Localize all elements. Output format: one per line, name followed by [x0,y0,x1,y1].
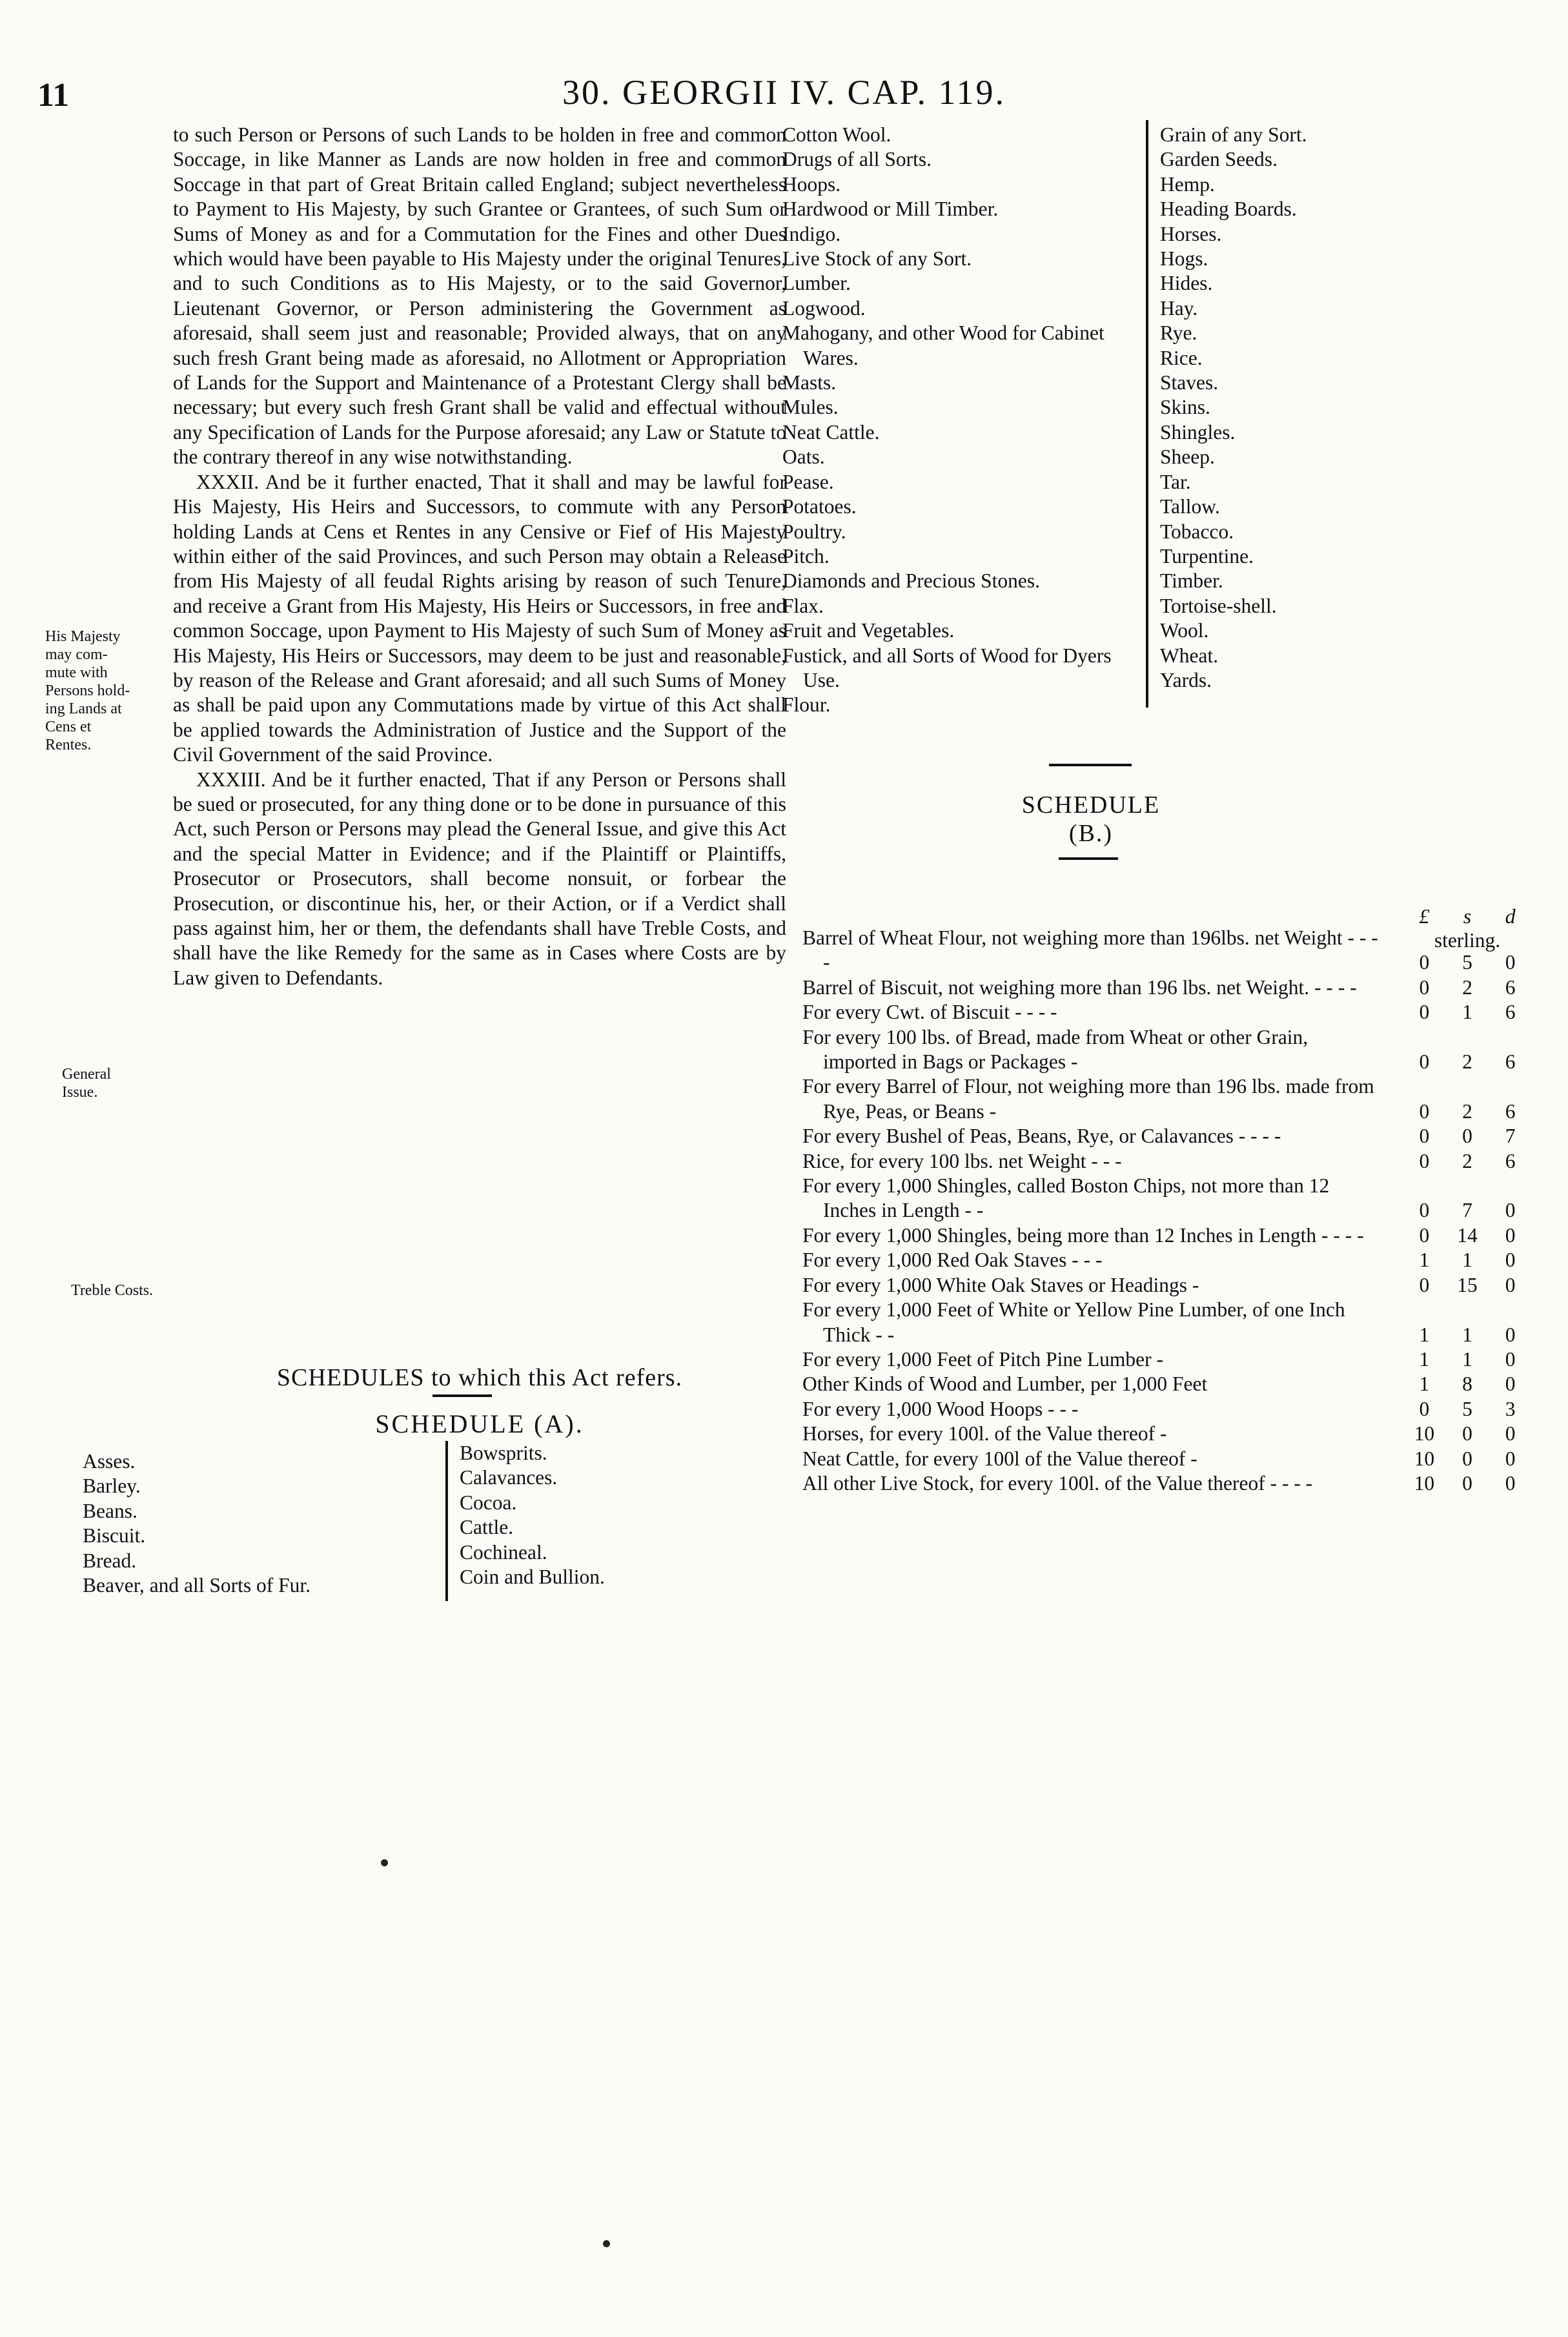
duty-row [802,926,1532,975]
schedule-a-item: Pitch. [782,544,830,567]
amount-pence: 0 [1505,1447,1516,1470]
schedule-a-item: Timber. [1160,569,1223,593]
schedule-a-col1 [83,1449,444,1598]
amount-shillings: 2 [1462,975,1472,999]
duty-description: Rice, for every 100 lbs. net Weight - - - [802,1149,1122,1172]
schedule-a-item: Heading Boards. [1160,198,1297,221]
amount-shillings: 0 [1462,1125,1472,1148]
amount-pounds: 0 [1419,1149,1430,1172]
duty-row [802,1347,1532,1372]
amount-shillings: 7 [1462,1199,1472,1222]
duty-row [802,1372,1532,1396]
amount-pounds: 1 [1419,1373,1430,1396]
amount-pounds: 0 [1419,975,1430,999]
duty-amount [1403,1223,1532,1248]
amount-pounds: 0 [1419,1199,1430,1222]
amount-pence: 6 [1505,1001,1516,1024]
duty-description: For every 1,000 White Oak Staves or Headings - [802,1273,1199,1296]
duty-amount [1403,1447,1532,1471]
schedule-a-item: Cocoa. [460,1491,517,1514]
amount-shillings: 5 [1462,1397,1472,1420]
amount-pounds: 0 [1419,1125,1430,1148]
duty-description: For every 1,000 Feet of White or Yellow Pine Lumber, of one Inch Thick - - [802,1298,1345,1346]
amount-shillings: 0 [1462,1471,1472,1495]
schedule-a-divider-1 [445,1441,448,1601]
schedule-a-item: Turpentine. [1160,544,1254,567]
schedule-a-divider-2 [1146,120,1148,708]
amount-pence: 0 [1505,1347,1516,1371]
duty-row [802,1149,1532,1174]
section-xxxii: XXXII. And be it further enacted, That it shall and may be lawful for His Majesty, His Heirs and Successors, to commute with any Person holding Lands at Cens et Rentes in any Censive or Fief of His Majesty within either of the said Provinces, and such Person may obtain a Release from His Majesty of all feudal Rights arising by reason of such Tenure, and receive a Grant from His Majesty, His Heirs or Successors, in free and common Soccage, upon Payment to His Majesty of such Sum of Money as His Majesty, His Heirs or Successors, may deem to be just and reasonable, by reason of the Release and Grant aforesaid; and all such Sums of Money as shall be paid upon any Commutations made by virtue of this Act shall be applied towards the Administration of Justice and the Support of the Civil Government of the said Province. [173,470,786,766]
schedule-a-item: Tallow. [1160,495,1220,518]
margin-note-line: Persons hold- [45,682,130,699]
duty-amount [1403,1124,1532,1148]
margin-note-line: His Majesty [45,628,121,645]
duty-description: For every 100 lbs. of Bread, made from Wheat or other Grain, imported in Bags or Packages - [802,1025,1308,1074]
duty-row [802,1223,1532,1248]
amount-pounds: 0 [1419,1223,1430,1247]
schedule-a-item: Mules. [782,396,839,419]
schedule-a-item: Logwood. [782,296,866,320]
schedule-a-item: Calavances. [460,1466,558,1489]
schedule-a-item: Lumber. [782,272,851,295]
ink-speck [603,2240,610,2247]
schedule-a-heading: SCHEDULE (A). [375,1409,584,1438]
amount-shillings: 15 [1457,1273,1478,1296]
currency-column-header: d [1505,904,1516,928]
schedule-b-heading: SCHEDULE (B.) [1021,791,1161,847]
duty-description: For every Bushel of Peas, Beans, Rye, or Calavances - - - - [802,1125,1281,1148]
duty-row [802,1298,1532,1347]
schedule-a-item: Neat Cattle. [782,420,880,444]
schedule-a-item: Cochineal. [460,1540,547,1564]
amount-pounds: 10 [1414,1422,1435,1445]
schedule-a-col2 [460,1441,782,1589]
amount-pounds: 1 [1419,1323,1430,1346]
amount-pounds: 10 [1414,1471,1435,1495]
duty-description: For every 1,000 Wood Hoops - - - [802,1397,1079,1420]
duty-row [802,1174,1532,1223]
intro-paragraph: to such Person or Persons of such Lands to be holden in free and common Soccage, in like Manner as Lands are now holden in free and common Soccage in that part of Great Britain called England; subject nevertheless to Payment to His Majesty, by such Grantee or Grantees, of such Sum or Sums of Money as and for a Commutation for the Fines and other Dues which would have been payable to His Majesty under the original Tenures, and to such Conditions as to His Majesty, or to the said Governor, Lieutenant Governor, or Person administering the Government as aforesaid, shall seem just and reasonable; Provided always, that on any such fresh Grant being made as aforesaid, no Allotment or Appropriation of Lands for the Support and Maintenance of a Protestant Clergy shall be necessary; but every such fresh Grant shall be valid and effectual without any Specification of Lands for the Purpose aforesaid; any Law or Statute to the contrary thereof in any wise notwithstanding. [173,123,786,469]
duty-description: All other Live Stock, for every 100l. of the Value thereof - - - - [802,1471,1313,1495]
amount-pence: 0 [1505,1273,1516,1296]
amount-shillings: 1 [1462,1347,1472,1371]
schedule-a-item: Oats. [782,445,825,469]
currency-column-header: s [1463,904,1472,928]
amount-pence: 0 [1505,1422,1516,1445]
amount-shillings: 14 [1457,1223,1478,1247]
margin-note-line: may com- [45,646,108,663]
amount-shillings: 2 [1462,1149,1472,1172]
duty-row [802,1273,1532,1298]
schedule-a-item: Drugs of all Sorts. [782,148,932,171]
duty-row [802,1422,1532,1446]
duty-row [802,1248,1532,1272]
schedule-a-item: Mahogany, and other Wood for Cabinet Wares. [782,321,1105,369]
left-column [173,123,786,990]
duty-description: For every 1,000 Shingles, called Boston Chips, not more than 12 Inches in Length - - [802,1174,1330,1222]
amount-pounds: 0 [1419,1001,1430,1024]
amount-pence: 6 [1505,1149,1516,1172]
margin-note-line: Rentes. [45,737,92,753]
margin-note-line: Cens et [45,719,92,735]
duty-row [802,1447,1532,1471]
schedule-a-item: Hemp. [1160,172,1215,196]
schedule-a-item: Bread. [83,1549,137,1572]
duty-description: Barrel of Biscuit, not weighing more than 196 lbs. net Weight. - - - - [802,975,1357,999]
duty-amount [1403,975,1532,1000]
schedules-heading: SCHEDULES to which this Act refers. [276,1364,683,1391]
schedule-a-item: Flax. [782,594,824,617]
amount-shillings: 5 [1462,951,1472,974]
amount-pence: 0 [1505,951,1516,974]
duty-description: For every Barrel of Flour, not weighing more than 196 lbs. made from Rye, Peas, or Beans - [802,1075,1374,1123]
duty-row [802,1471,1532,1496]
schedule-a-item: Sheep. [1160,445,1215,469]
amount-shillings: 2 [1462,1099,1472,1123]
amount-pence: 6 [1505,975,1516,999]
schedule-a-item: Fustick, and all Sorts of Wood for Dyers Use. [782,644,1112,691]
duty-amount [1403,1198,1532,1223]
schedule-a-item: Horses. [1160,222,1222,245]
amount-shillings: 1 [1462,1323,1472,1346]
ink-speck [381,1859,388,1866]
duty-row [802,1025,1532,1075]
margin-note-commute [45,628,130,754]
schedule-a-item: Wheat. [1160,644,1219,667]
amount-pence: 7 [1505,1125,1516,1148]
schedule-a-item: Hoops. [782,172,841,196]
amount-pence: 0 [1505,1249,1516,1272]
sterling-label: sterling. [1434,929,1501,952]
running-head: 30. GEORGII IV. CAP. 119. [562,73,1006,112]
amount-shillings: 0 [1462,1447,1472,1470]
margin-note-line: General [62,1066,111,1083]
margin-note-line: mute with [45,664,108,681]
duty-description: Other Kinds of Wood and Lumber, per 1,000 Feet [802,1373,1208,1396]
amount-pounds: 0 [1419,951,1430,974]
schedule-a-item: Potatoes. [782,495,857,518]
schedule-a-item: Indigo. [782,222,841,245]
duty-description: Barrel of Wheat Flour, not weighing more than 196lbs. net Weight - - - - [802,926,1378,974]
amount-pounds: 0 [1419,1397,1430,1420]
schedule-a-item: Hardwood or Mill Timber. [782,198,999,221]
amount-shillings: 1 [1462,1001,1472,1024]
duty-description: For every 1,000 Shingles, being more than 12 Inches in Length - - - - [802,1223,1364,1247]
duty-amount [1403,1372,1532,1396]
schedule-a-item: Asses. [83,1450,136,1473]
rule-under-schedule-b [1059,857,1118,860]
amount-pence: 6 [1505,1050,1516,1074]
duty-amount [1403,1000,1532,1025]
amount-shillings: 1 [1462,1249,1472,1272]
amount-pounds: 0 [1419,1050,1430,1074]
amount-shillings: 0 [1462,1422,1472,1445]
schedule-a-item: Masts. [782,371,837,394]
amount-pounds: 0 [1419,1099,1430,1123]
schedule-a-item: Hay. [1160,296,1198,320]
schedule-b-rows [802,926,1532,1496]
amount-pence: 0 [1505,1223,1516,1247]
duty-row [802,1000,1532,1025]
schedule-a-item: Staves. [1160,371,1219,394]
duty-amount [1403,1471,1532,1496]
amount-pence: 0 [1505,1471,1516,1495]
schedule-a-item: Bowsprits. [460,1442,547,1464]
amount-shillings: 2 [1462,1050,1472,1074]
section-xxxiii: XXXIII. And be it further enacted, That if any Person or Persons shall be sued or prosecuted, for any thing done or to be done in pursuance of this Act, such Person or Persons may plead the General Issue, and give this Act and the special Matter in Evidence; and if the Plaintiff or Plaintiffs, Prosecutor or Prosecutors, shall become nonsuit, or forbear the Prosecution, or discontinue his, her, or their Action, or if a Verdict shall pass against him, her or them, the defendants shall have Treble Costs, and shall have the like Remedy for the same as in Cases where Costs are by Law given to Defendants. [173,768,786,989]
schedule-a-item: Tobacco. [1160,520,1234,543]
amount-pounds: 10 [1414,1447,1435,1470]
amount-pounds: 1 [1419,1347,1430,1371]
schedule-a-item: Cattle. [460,1516,514,1539]
schedule-a-item: Poultry. [782,520,846,543]
duty-amount [1403,1422,1532,1446]
schedule-a-item: Biscuit. [83,1524,146,1547]
schedule-a-item: Hogs. [1160,247,1208,270]
schedule-a-item: Flour. [782,693,831,717]
duty-amount [1403,1397,1532,1422]
schedule-a-item: Wool. [1160,619,1209,642]
margin-note-treble-costs: Treble Costs. [71,1282,154,1299]
duty-amount [1403,1347,1532,1372]
schedule-a-item: Beaver, and all Sorts of Fur. [83,1574,311,1597]
page-number: 11 [37,77,70,114]
margin-note-line: ing Lands at [45,700,122,717]
amount-shillings: 8 [1462,1373,1472,1396]
currency-column-header: £ [1419,904,1430,928]
amount-pence: 6 [1505,1099,1516,1123]
duty-row [802,1124,1532,1148]
duty-amount [1403,1273,1532,1298]
duty-amount [1403,1099,1532,1124]
schedule-a-item: Fruit and Vegetables. [782,619,955,642]
schedule-a-item: Cotton Wool. [782,123,891,146]
duty-description: For every 1,000 Red Oak Staves - - - [802,1249,1103,1272]
duty-amount [1403,1323,1532,1347]
schedule-a-item: Garden Seeds. [1160,148,1278,171]
duty-amount [1403,1149,1532,1174]
schedule-a-item: Pease. [782,470,834,493]
schedule-a-item: Hides. [1160,272,1213,295]
duty-amount [1403,1050,1532,1074]
amount-pence: 0 [1505,1323,1516,1346]
duty-row [802,975,1532,1000]
schedule-a-item: Tortoise-shell. [1160,594,1277,617]
rule-above-schedule-b [1049,764,1132,766]
schedule-a-item: Grain of any Sort. [1160,123,1307,146]
schedule-a-col4 [1160,123,1392,693]
duty-description: For every Cwt. of Biscuit - - - - [802,1001,1057,1024]
schedule-a-item: Beans. [83,1499,137,1522]
schedule-a-col3 [782,123,1141,718]
duty-description: For every 1,000 Feet of Pitch Pine Lumber - [802,1347,1164,1371]
schedule-a-item: Rice. [1160,346,1203,369]
duty-amount [1403,1248,1532,1272]
margin-note-general-issue [62,1065,111,1101]
duty-description: Horses, for every 100l. of the Value thereof - [802,1422,1167,1445]
amount-pence: 0 [1505,1373,1516,1396]
duty-amount [1403,950,1532,975]
schedule-a-item: Shingles. [1160,420,1236,444]
schedule-a-item: Live Stock of any Sort. [782,247,972,270]
amount-pounds: 1 [1419,1249,1430,1272]
amount-pence: 3 [1505,1397,1516,1420]
schedule-a-item: Rye. [1160,321,1197,345]
rule-under-schedules [433,1394,492,1397]
schedule-a-item: Diamonds and Precious Stones. [782,569,1040,593]
schedule-a-item: Barley. [83,1475,141,1498]
schedule-a-item: Tar. [1160,470,1191,493]
schedule-a-item: Skins. [1160,396,1210,419]
amount-pounds: 0 [1419,1273,1430,1296]
schedule-a-item: Coin and Bullion. [460,1566,605,1589]
schedule-a-item: Yards. [1160,668,1212,691]
amount-pence: 0 [1505,1199,1516,1222]
duty-row [802,1074,1532,1124]
margin-note-line: Issue. [62,1084,98,1101]
duty-row [802,1397,1532,1422]
duty-description: Neat Cattle, for every 100l of the Value thereof - [802,1447,1197,1470]
